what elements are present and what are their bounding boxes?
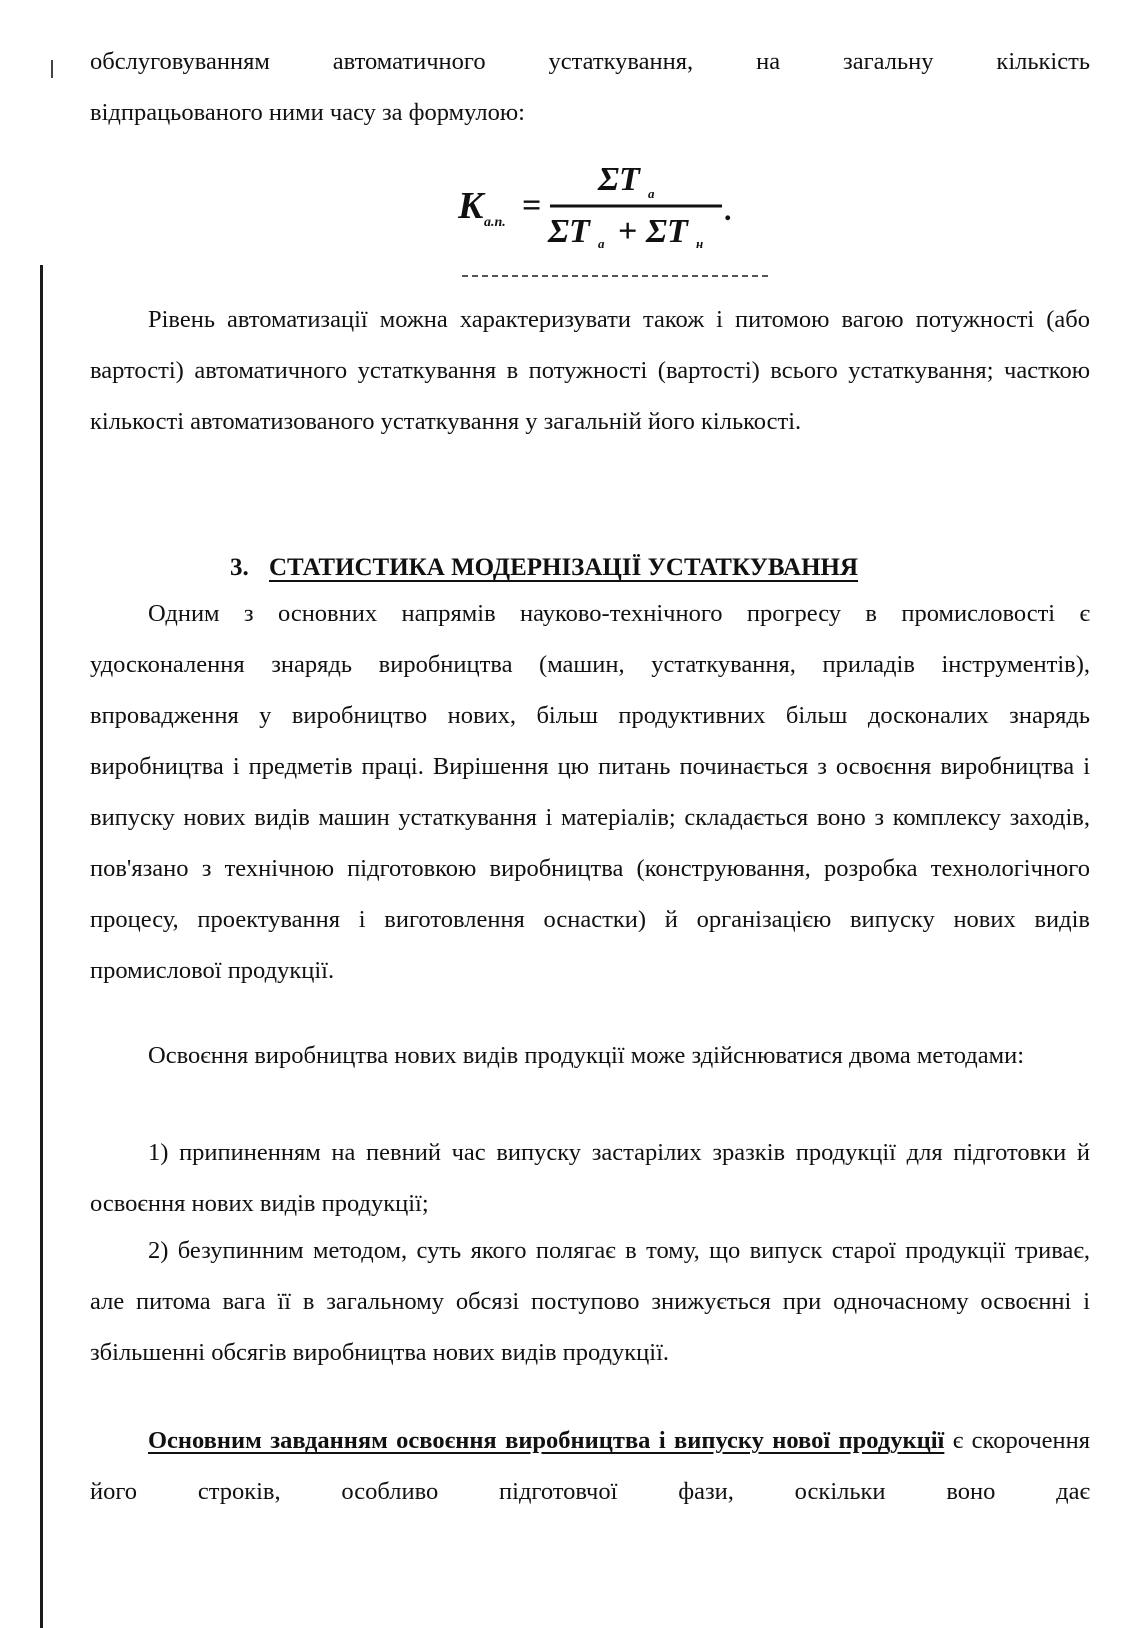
formula-lhs: K bbox=[458, 185, 484, 227]
formula-numerator-sub: а bbox=[648, 186, 655, 201]
intro-line-1: обслуговуванням автоматичного устаткування, на загальну кількість bbox=[90, 48, 1090, 75]
main-task-emphasis: Основним завданням освоєння виробництва і випуску нової продукції bbox=[148, 1427, 945, 1454]
section-heading bbox=[230, 548, 1030, 588]
list-item-2: 2) безупинним методом, суть якого полягає в тому, що випуск старої продукції триває, але питома вага її в загальному обсязі поступово знижується при одночасному освоєнні і збільшенні обсягів виробництва нових видів продукції. bbox=[90, 1237, 1090, 1366]
intro-line-2: відпрацьованого ними часу за формулою: bbox=[90, 99, 525, 126]
formula-dashed-rule bbox=[462, 275, 768, 279]
main-task-rest: є скорочення його строків, особливо підготовчої фази, оскільки воно дає bbox=[90, 1427, 1091, 1505]
formula-den-right: ΣT bbox=[646, 213, 688, 250]
formula-den-left: ΣT bbox=[548, 213, 590, 250]
formula-numerator: ΣT bbox=[598, 161, 640, 198]
section-number: 3. bbox=[230, 554, 249, 581]
paragraph-main-task bbox=[90, 1415, 1090, 1517]
paragraph-automation-level: Рівень автоматизації можна характеризувати також і питомою вагою потужності (або вартості) автоматичного устаткування в потужності (вартості) всього устаткування; часткою кількості автоматизованого устаткування у загальній його кількості. bbox=[90, 306, 1090, 435]
formula-graphic bbox=[458, 160, 778, 250]
svg-text:=: = bbox=[522, 187, 542, 224]
svg-text:+: + bbox=[618, 213, 638, 250]
left-margin-rule bbox=[40, 265, 43, 1628]
formula-lhs-sub: а.п. bbox=[484, 215, 506, 230]
svg-text:.: . bbox=[724, 194, 732, 227]
paragraph-methods: Освоєння виробництва нових видів продукції може здійснюватися двома методами: bbox=[148, 1042, 1024, 1069]
formula-den-right-sub: н bbox=[696, 236, 704, 250]
automation-ratio-formula bbox=[458, 160, 778, 250]
paragraph-modernization: Одним з основних напрямів науково-технічного прогресу в промисловості є удосконалення знарядь виробництва (машин, устаткування, приладів інструментів), впровадження у виробництво нових, більш продуктивних більш досконалих знарядь виробництва і предметів праці. Вирішення цю питань починається з освоєння виробництва і випуску нових видів машин устаткування і матеріалів; складається воно з комплексу заходів, пов'язано з технічною підготовкою виробництва (конструювання, розробка технологічного процесу, проектування і виготовлення оснастки) й організацією випуску нових видів промислової продукції. bbox=[90, 600, 1090, 984]
section-title: СТАТИСТИКА МОДЕРНІЗАЦІЇ УСТАТКУВАННЯ bbox=[269, 554, 859, 581]
formula-den-left-sub: а bbox=[598, 236, 605, 250]
list-item-1: 1) припиненням на певний час випуску застарілих зразків продукції для підготовки й освоєння нових видів продукції; bbox=[90, 1139, 1090, 1217]
margin-tick bbox=[51, 60, 53, 78]
